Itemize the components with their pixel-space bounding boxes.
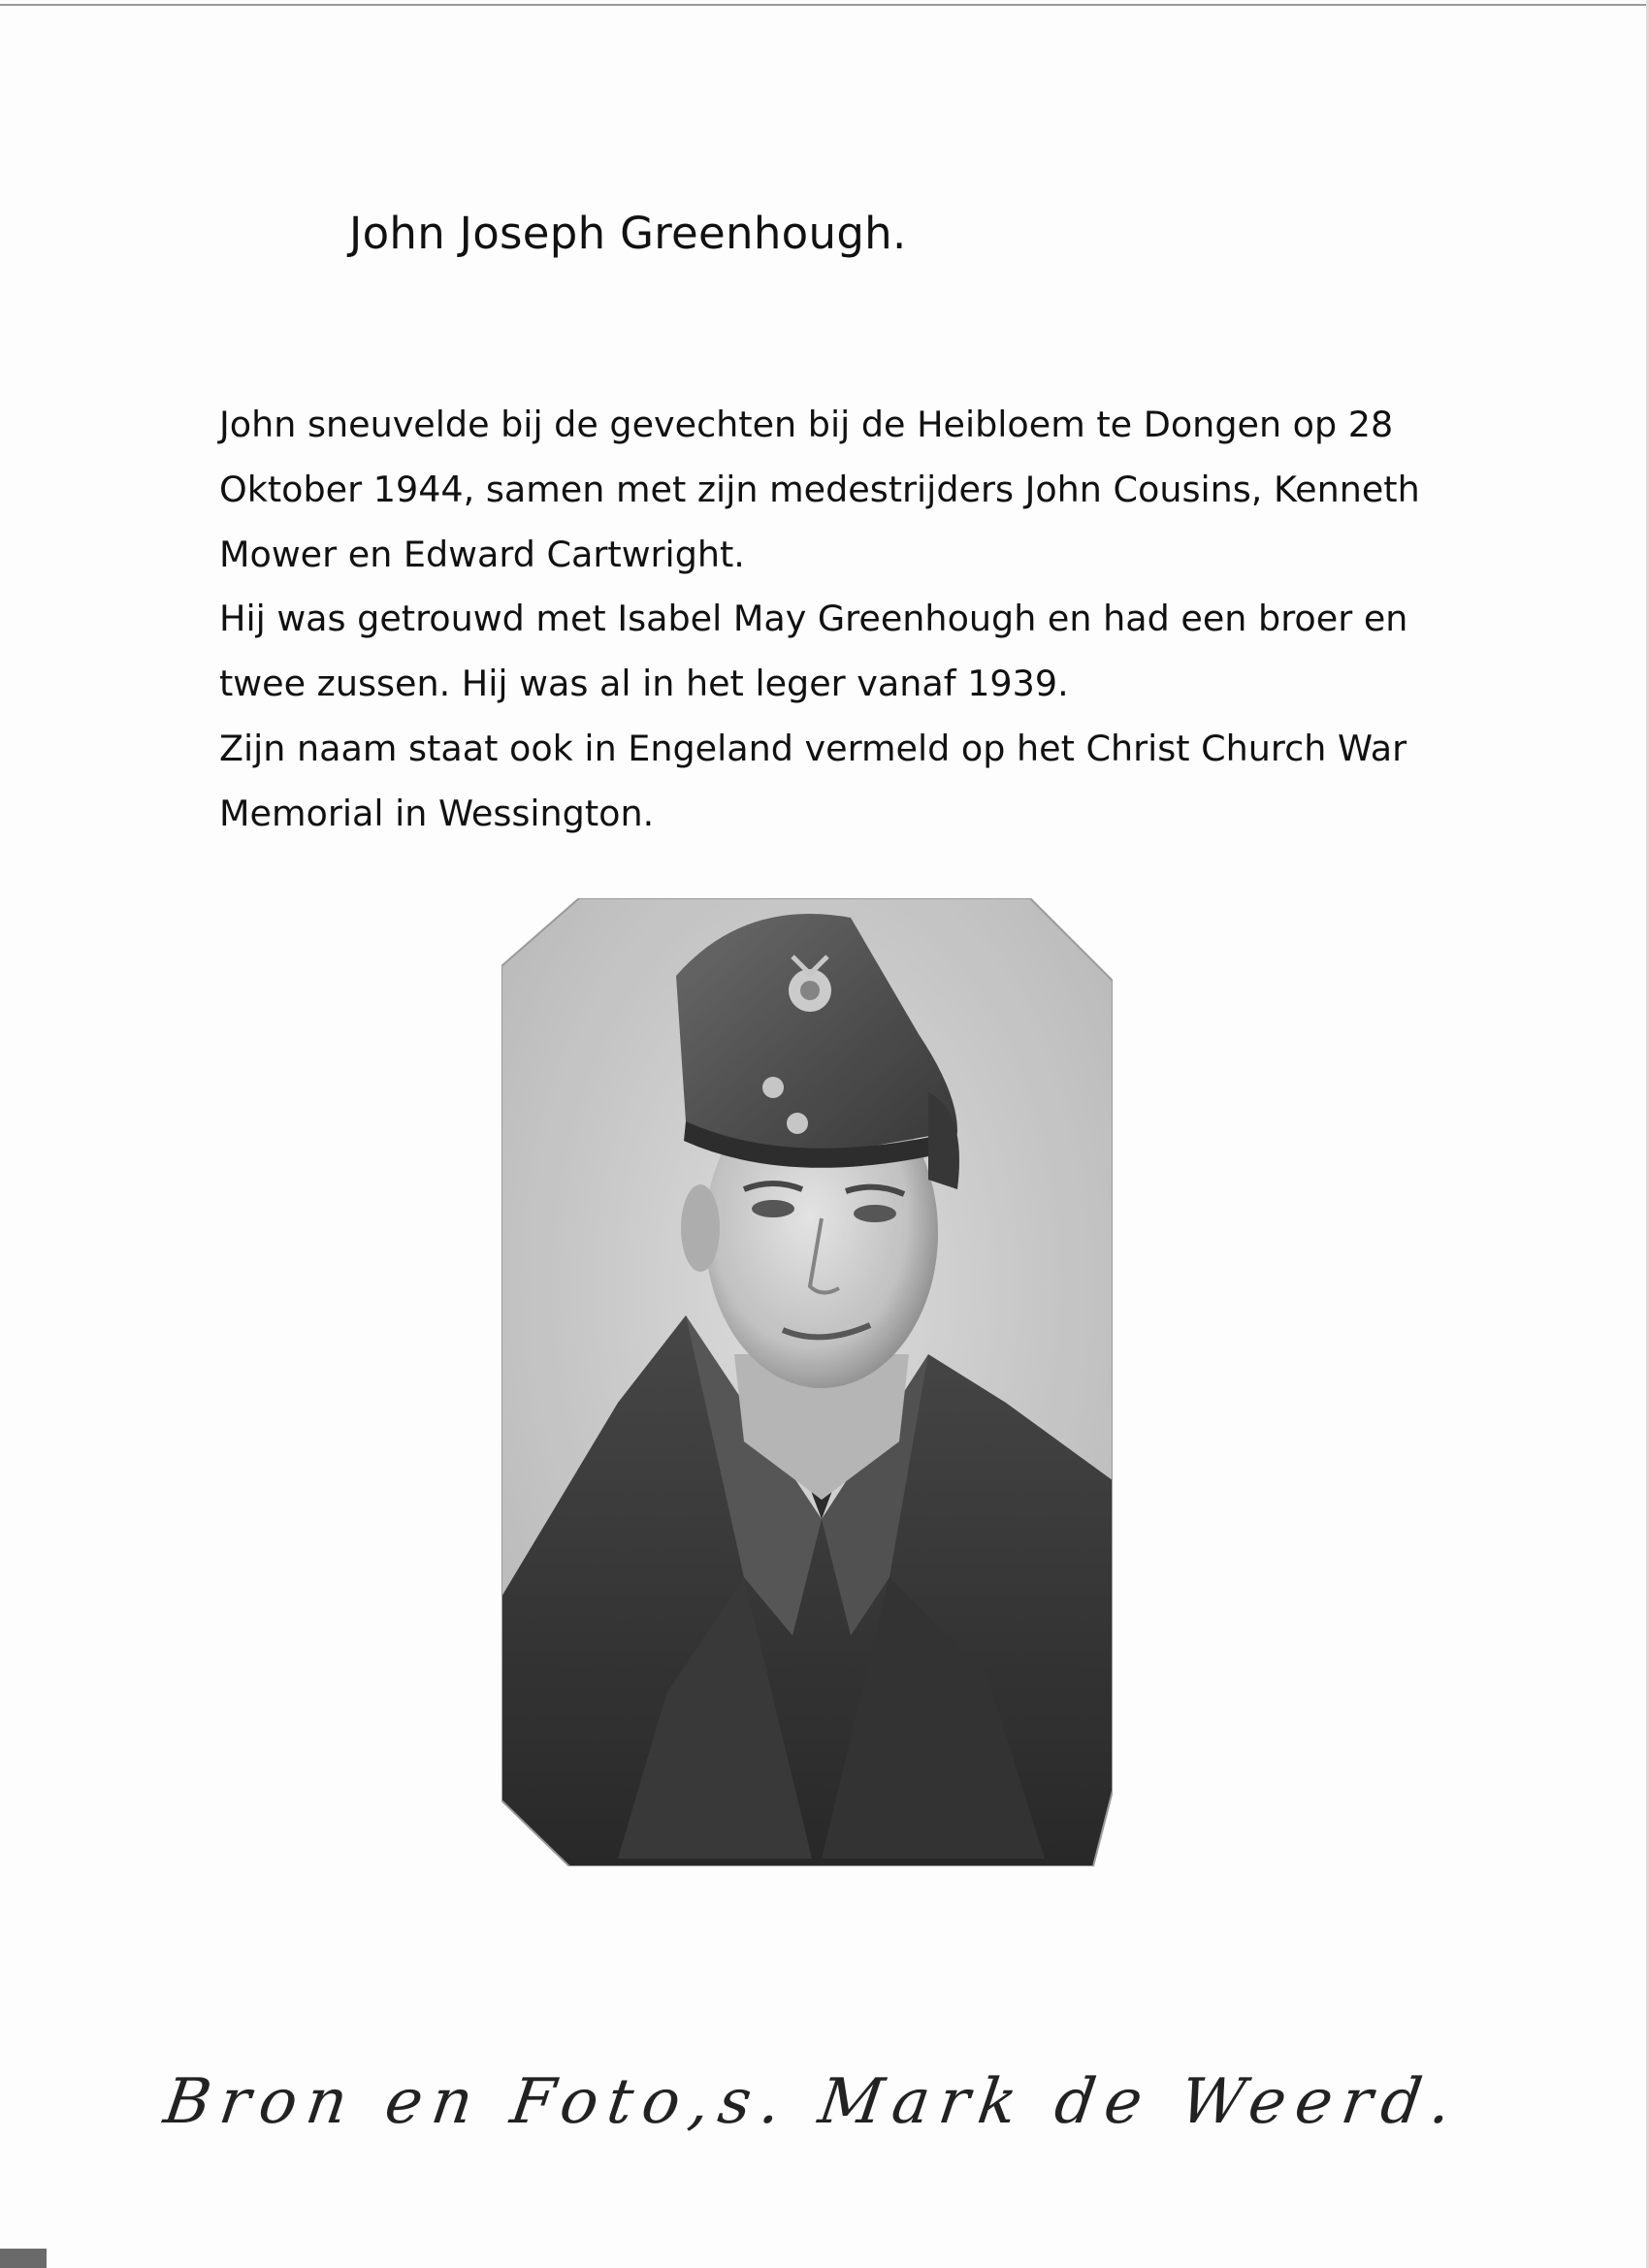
- scan-corner-mark: [0, 2249, 47, 2268]
- soldier-portrait-photo: [501, 898, 1113, 1866]
- paragraph-memorial: Zijn naam staat ook in Engeland vermeld op het Christ Church War Memorial in Wessington.: [219, 728, 1407, 834]
- paragraph-family: Hij was getrouwd met Isabel May Greenhough en had een broer en twee zussen. Hij was al in het leger vanaf 1939.: [219, 598, 1408, 704]
- page-title: John Joseph Greenhough.: [349, 208, 907, 259]
- portrait-image: [501, 898, 1113, 1866]
- handwritten-source-note: Bron en Foto,s. Mark de Weerd.: [159, 2066, 1466, 2138]
- paragraph-death: John sneuvelde bij de gevechten bij de Heibloem te Dongen op 28 Oktober 1944, samen met zijn medestrijders John Cousins, Kenneth Mower en Edward Cartwright.: [219, 404, 1420, 575]
- scan-edge-line: [0, 4, 1649, 6]
